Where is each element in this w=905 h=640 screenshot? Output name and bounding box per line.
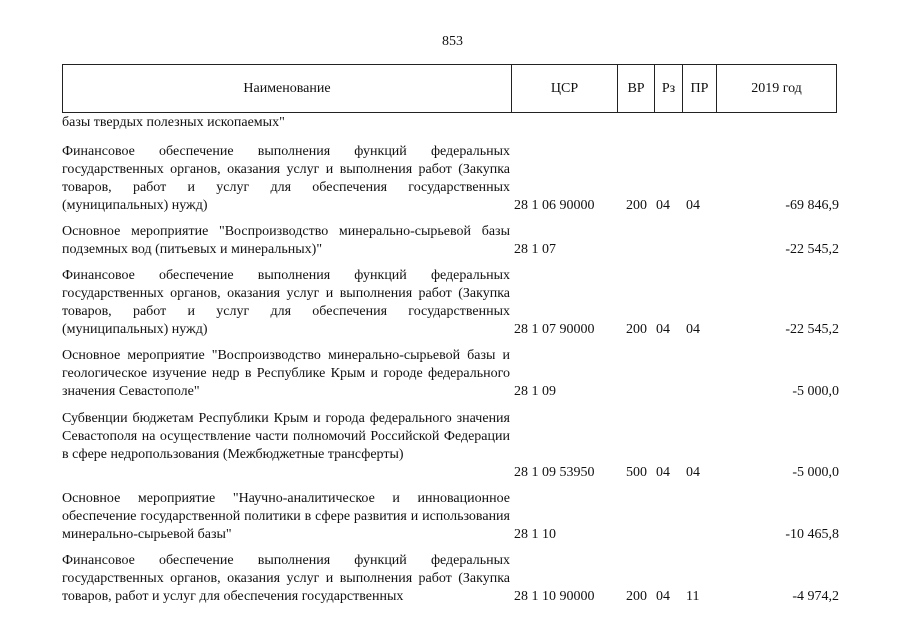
- row-csr: 28 1 06 90000: [514, 198, 595, 213]
- table-row: [62, 114, 862, 132]
- table-row: [62, 410, 862, 482]
- row-pr: 11: [686, 589, 700, 604]
- row-name: Основное мероприятие "Воспроизводство минерально-сырьевой базы и геологическое изучение недр в Республике Крым и городе федерального значения Севастополе": [62, 348, 510, 399]
- row-amount: -22 545,2: [785, 242, 839, 257]
- header-pr: ПР: [683, 65, 717, 112]
- page-number: 853: [442, 34, 463, 49]
- row-name: Финансовое обеспечение выполнения функций федеральных государственных органов, оказания услуг и выполнения работ (Закупка товаров, работ и услуг для обеспечения государственных (муниципальных) нужд): [62, 268, 510, 337]
- row-name: Финансовое обеспечение выполнения функций федеральных государственных органов, оказания услуг и выполнения работ (Закупка товаров, работ и услуг для обеспечения государственных (муниципальных) нужд): [62, 144, 510, 213]
- row-rz: 04: [656, 465, 670, 480]
- table-row: [62, 223, 862, 259]
- row-csr: 28 1 07 90000: [514, 322, 595, 337]
- row-vr: 500: [626, 465, 647, 480]
- header-name: Наименование: [63, 65, 512, 112]
- table-row: [62, 552, 862, 606]
- row-vr: 200: [626, 198, 647, 213]
- row-rz: 04: [656, 322, 670, 337]
- table-header: [62, 64, 837, 113]
- row-amount: -4 974,2: [792, 589, 839, 604]
- row-rz: 04: [656, 198, 670, 213]
- table-row: [62, 490, 862, 544]
- row-name: Финансовое обеспечение выполнения функций федеральных государственных органов, оказания услуг и выполнения работ (Закупка товаров, работ и услуг для обеспечения государственных: [62, 553, 510, 604]
- row-pr: 04: [686, 465, 700, 480]
- row-name: базы твердых полезных ископаемых": [62, 115, 285, 130]
- row-pr: 04: [686, 322, 700, 337]
- row-amount: -22 545,2: [785, 322, 839, 337]
- row-csr: 28 1 09 53950: [514, 465, 595, 480]
- row-csr: 28 1 10 90000: [514, 589, 595, 604]
- row-name: Субвенции бюджетам Республики Крым и города федерального значения Севастополя на осуществление части полномочий Российской Федерации в сфере недропользования (Межбюджетные трансферты): [62, 411, 510, 462]
- row-csr: 28 1 10: [514, 527, 556, 542]
- table-row: [62, 347, 862, 401]
- row-csr: 28 1 09: [514, 384, 556, 399]
- row-name: Основное мероприятие "Научно-аналитическое и инновационное обеспечение государственной политики в сфере развития и использования минерально-сырьевой базы": [62, 491, 510, 542]
- row-csr: 28 1 07: [514, 242, 556, 257]
- table-row: [62, 267, 862, 339]
- row-amount: -69 846,9: [785, 198, 839, 213]
- table-row: [62, 143, 862, 215]
- header-rz: Рз: [655, 65, 683, 112]
- row-vr: 200: [626, 589, 647, 604]
- row-pr: 04: [686, 198, 700, 213]
- row-amount: -10 465,8: [785, 527, 839, 542]
- row-vr: 200: [626, 322, 647, 337]
- row-name: Основное мероприятие "Воспроизводство минерально-сырьевой базы подземных вод (питьевых и минеральных)": [62, 224, 510, 257]
- header-vr: ВР: [618, 65, 655, 112]
- row-rz: 04: [656, 589, 670, 604]
- header-year: 2019 год: [751, 81, 802, 96]
- row-amount: -5 000,0: [792, 384, 839, 399]
- header-csr: ЦСР: [512, 65, 618, 112]
- row-amount: -5 000,0: [792, 465, 839, 480]
